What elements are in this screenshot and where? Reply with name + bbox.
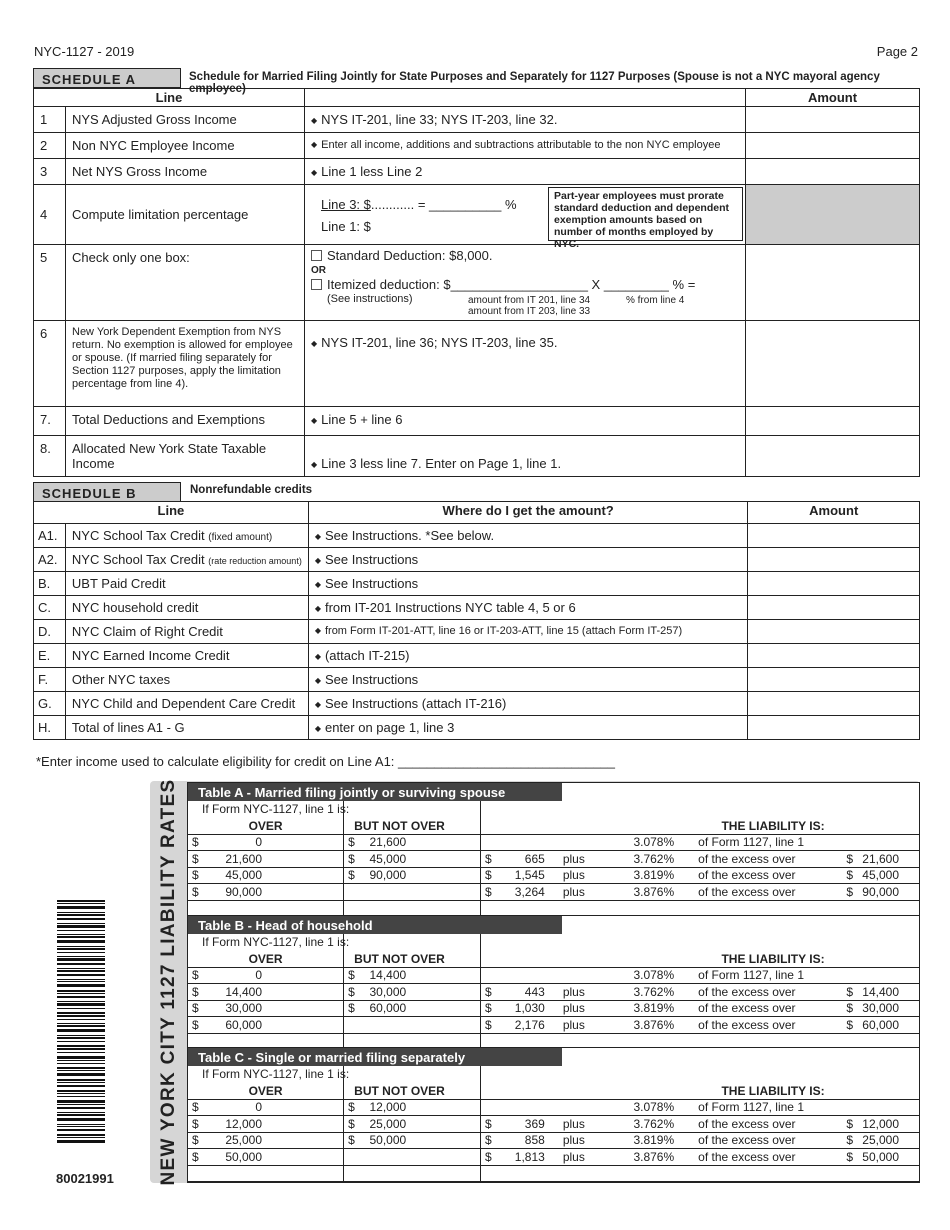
col-line: Line (34, 89, 305, 107)
amount-field[interactable] (748, 548, 920, 572)
table-row: B. UBT Paid Credit ◆ See Instructions (34, 572, 920, 596)
table-row: $ 0 $ 12,000 3.078% of Form 1127, line 1 (188, 1099, 919, 1116)
amount-field[interactable] (746, 245, 920, 321)
table-row: $ 0 $ 21,600 3.078% of Form 1127, line 1 (188, 834, 919, 851)
line4-l1: Line 1: $ (321, 219, 371, 234)
amount-field[interactable] (748, 716, 920, 740)
amount-field[interactable] (748, 692, 920, 716)
table-row: $ 0 $ 14,400 3.078% of Form 1127, line 1 (188, 967, 919, 984)
standard-deduction-checkbox[interactable] (311, 250, 322, 261)
table-row: A2. NYC School Tax Credit (rate reduction amount) ◆ See Instructions (34, 548, 920, 572)
amount-field[interactable] (748, 668, 920, 692)
rate-table-title: Table B - Head of household (188, 916, 562, 934)
table-row: 7. Total Deductions and Exemptions ◆ Line 5 + line 6 (34, 407, 920, 436)
table-row: $ 50,000 $ 1,813 plus 3.876% of the excess over $ 50,000 (188, 1149, 919, 1166)
table-row: D. NYC Claim of Right Credit ◆ from Form IT-201-ATT, line 16 or IT-203-ATT, line 15 (attach Form IT-257) (34, 620, 920, 644)
amount-field[interactable] (748, 572, 920, 596)
amount-field[interactable] (746, 159, 920, 185)
table-row: $ 14,400 $ 30,000 $ 443 plus 3.762% of the excess over $ 14,400 (188, 984, 919, 1001)
amount-field[interactable] (748, 620, 920, 644)
schedule-a-tab: SCHEDULE A (33, 68, 181, 88)
amount-field[interactable] (746, 407, 920, 436)
table-row: 2 Non NYC Employee Income ◆ Enter all income, additions and subtractions attributable to the non NYC employee (34, 133, 920, 159)
table-row: $ 25,000 $ 50,000 $ 858 plus 3.819% of the excess over $ 25,000 (188, 1132, 919, 1149)
table-row: 3 Net NYS Gross Income ◆ Line 1 less Line 2 (34, 159, 920, 185)
amount-field[interactable] (748, 524, 920, 548)
amount-field[interactable] (748, 644, 920, 668)
table-row: 5 Check only one box: Standard Deduction: $8,000. OR Itemized deduction: $___________________ X _________ % = (See instructions) amount from IT 201, line 34 amount from IT 203, line 33 % from line 4 (34, 245, 920, 321)
rate-table-b: Table B - Head of household If Form NYC-1127, line 1 is: OVER BUT NOT OVER THE LIABILITY IS: $ 0 $ 14,400 3.078% of Form 1127, line 1 $ 14,400 $ 30,000 $ 443 plus 3.762% of the excess over $ 14,400 $ 30,000 $ 60,000 $ 1,030 plus 3.819% of the excess over $ 30,000 $ 60,000 $ 2,176 plus 3.876% of the excess over $ 60,000 (187, 915, 920, 1051)
form-number: 80021991 (56, 1171, 114, 1186)
table-row: E. NYC Earned Income Credit ◆ (attach IT-215) (34, 644, 920, 668)
rate-table-c: Table C - Single or married filing separately If Form NYC-1127, line 1 is: OVER BUT NOT OVER THE LIABILITY IS: $ 0 $ 12,000 3.078% of Form 1127, line 1 $ 12,000 $ 25,000 $ 369 plus 3.762% of the excess over $ 12,000 $ 25,000 $ 50,000 $ 858 plus 3.819% of the excess over $ 25,000 $ 50,000 $ 1,813 plus 3.876% of the excess over $ 50,000 (187, 1047, 920, 1183)
col-amount: Amount (748, 502, 920, 524)
col-line: Line (34, 502, 309, 524)
page-number: Page 2 (876, 44, 918, 59)
table-row: A1. NYC School Tax Credit (fixed amount) ◆ See Instructions. *See below. (34, 524, 920, 548)
line4-l3: Line 3: $............ = __________ % (321, 197, 517, 212)
table-row: G. NYC Child and Dependent Care Credit ◆ See Instructions (attach IT-216) (34, 692, 920, 716)
rate-table-title: Table A - Married filing jointly or surviving spouse (188, 783, 562, 801)
table-row: $ 21,600 $ 45,000 $ 665 plus 3.762% of the excess over $ 21,600 (188, 851, 919, 868)
table-row: $ 30,000 $ 60,000 $ 1,030 plus 3.819% of the excess over $ 30,000 (188, 1000, 919, 1017)
rate-table-title: Table C - Single or married filing separately (188, 1048, 562, 1066)
table-row: $ 12,000 $ 25,000 $ 369 plus 3.762% of the excess over $ 12,000 (188, 1116, 919, 1133)
schedule-a-table (33, 88, 920, 477)
amount-field[interactable] (746, 133, 920, 159)
table-row: $ 45,000 $ 90,000 $ 1,545 plus 3.819% of the excess over $ 45,000 (188, 867, 919, 884)
rates-vertical-title: NEW YORK CITY 1127 LIABILITY RATES (158, 778, 179, 1186)
col-amount: Amount (746, 89, 920, 107)
table-row: $ 60,000 $ 2,176 plus 3.876% of the excess over $ 60,000 (188, 1017, 919, 1034)
schedule-b-title: Nonrefundable credits (190, 484, 313, 496)
schedule-b-tab: SCHEDULE B (33, 482, 181, 502)
table-row: 4 Compute limitation percentage Line 3: $............ = __________ % Line 1: $ Part-year employees must prorate standard deduction and dependent exemption amounts based on number of months employed by NYC. (34, 185, 920, 245)
amount-shaded (746, 185, 920, 245)
table-row: $ 90,000 $ 3,264 plus 3.876% of the excess over $ 90,000 (188, 884, 919, 901)
table-row: 8. Allocated New York State Taxable Income ◆ Line 3 less line 7. Enter on Page 1, line 1. (34, 436, 920, 477)
table-row: H. Total of lines A1 - G ◆ enter on page 1, line 3 (34, 716, 920, 740)
part-year-note: Part-year employees must prorate standard deduction and dependent exemption amounts based on number of months employed by NYC. (548, 187, 743, 241)
amount-field[interactable] (746, 107, 920, 133)
amount-field[interactable] (746, 321, 920, 407)
itemized-deduction-checkbox[interactable] (311, 279, 322, 290)
table-row: 6 New York Dependent Exemption from NYS return. No exemption is allowed for employee or spouse. (If married filing separately for Section 1127 purposes, apply the limitation percentage from line 4). ◆ NYS IT-201, line 36; NYS IT-203, line 35. (34, 321, 920, 407)
amount-field[interactable] (746, 436, 920, 477)
table-row: C. NYC household credit ◆ from IT-201 Instructions NYC table 4, 5 or 6 (34, 596, 920, 620)
line-a1-footnote: *Enter income used to calculate eligibility for credit on Line A1: ______________________________ (36, 754, 615, 769)
form-id: NYC-1127 - 2019 (34, 44, 135, 59)
schedule-b-table (33, 501, 920, 740)
amount-field[interactable] (748, 596, 920, 620)
table-row: 1 NYS Adjusted Gross Income ◆ NYS IT-201, line 33; NYS IT-203, line 32. (34, 107, 920, 133)
barcode (57, 900, 105, 1112)
table-row: F. Other NYC taxes ◆ See Instructions (34, 668, 920, 692)
rate-table-a: Table A - Married filing jointly or surviving spouse If Form NYC-1127, line 1 is: OVER BUT NOT OVER THE LIABILITY IS: $ 0 $ 21,600 3.078% of Form 1127, line 1 $ 21,600 $ 45,000 $ 665 plus 3.762% of the excess over $ 21,600 $ 45,000 $ 90,000 $ 1,545 plus 3.819% of the excess over $ 45,000 $ 90,000 $ 3,264 plus 3.876% of the excess over $ 90,000 (187, 782, 920, 918)
col-where: Where do I get the amount? (308, 502, 748, 524)
schedule-a-title: Schedule for Married Filing Jointly for State Purposes and Separately for 1127 Purposes (Spouse is not a NYC mayoral agency employee) (189, 71, 880, 95)
